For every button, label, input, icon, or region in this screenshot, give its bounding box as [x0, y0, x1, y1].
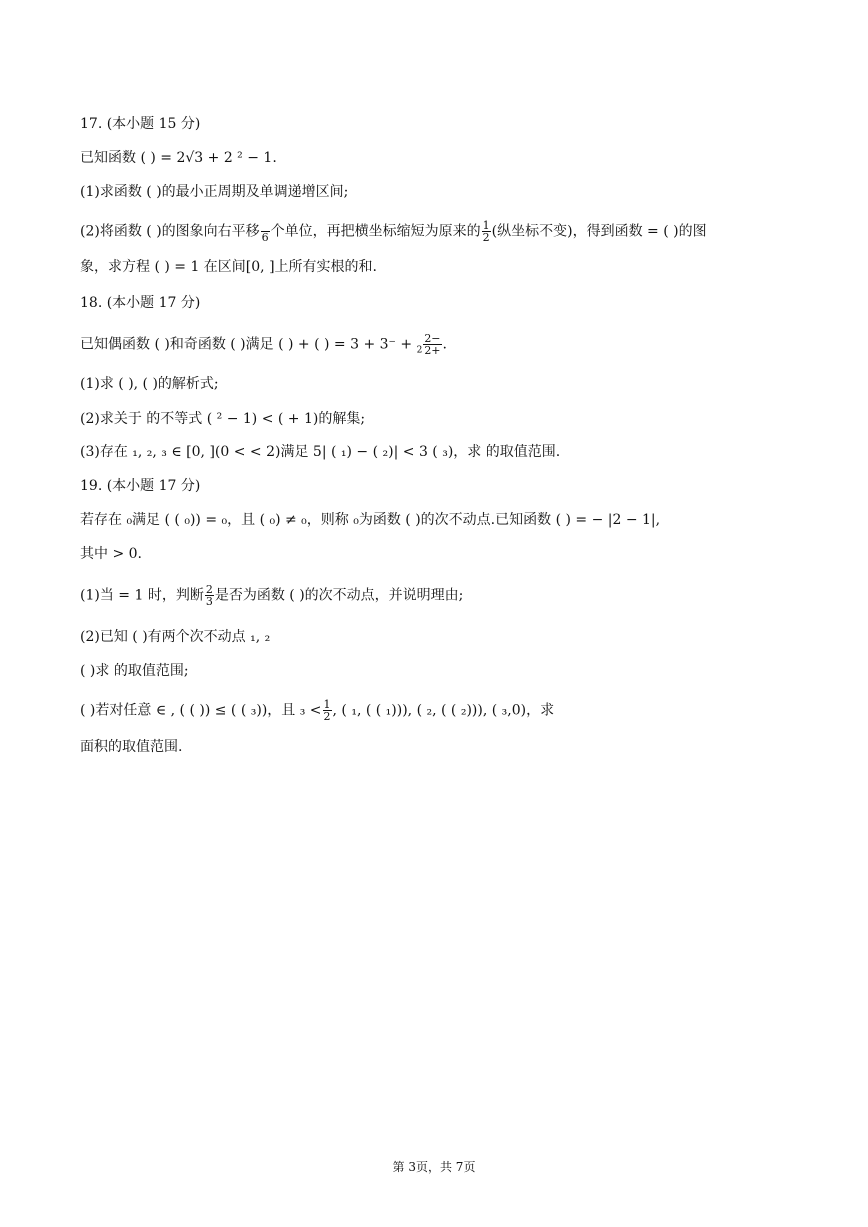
q18-part1: (1)求 ( ), ( )的解析式;	[80, 376, 219, 392]
q17-stem: 已知函数 ( ) = 2√3 + 2 ² − 1.	[80, 150, 277, 166]
q19-part2-ii-cont: 面积的取值范围.	[80, 739, 183, 755]
q18-stem	[80, 333, 447, 361]
q17-header: 17. (本小题 15 分)	[80, 116, 201, 132]
fraction: $\frac{1}{2}$	[482, 219, 490, 244]
q17-part2-cont: 象，求方程 ( ) = 1 在区间[0, ]上所有实根的和.	[80, 259, 377, 275]
fraction: $\frac{1}{2}$	[323, 698, 331, 723]
q19-part1	[80, 584, 463, 607]
q19-part2-ii-text-b: , ( ₁, ( ( ₁))), ( ₂, ( ( ₂))), ( ₃,0)，求	[332, 702, 555, 719]
q18-part3: (3)存在 ₁, ₂, ₃ ∈ [0, ](0 < < 2)满足 5| ( ₁) − ( ₂)| < 3 ( ₃)，求 的取值范围.	[80, 444, 561, 460]
q17-part1: (1)求函数 ( )的最小正周期及单调递增区间;	[80, 184, 349, 200]
q19-header: 19. (本小题 17 分)	[80, 478, 201, 494]
q19-part1-text-b: 是否为函数 ( )的次不动点，并说明理由;	[214, 587, 464, 604]
q19-stem-cont: 其中 > 0.	[80, 546, 142, 562]
q17-part2-text-b: 个单位，再把横坐标缩短为原来的	[270, 223, 481, 240]
q19-part2-i: ( )求 的取值范围;	[80, 663, 189, 679]
subscript: 2	[416, 345, 423, 356]
q19-part2: (2)已知 ( )有两个次不动点 ₁, ₂	[80, 629, 271, 645]
q19-part2-ii	[80, 699, 554, 722]
fraction: $\frac{2}{3}$	[205, 583, 213, 608]
q18-header: 18. (本小题 17 分)	[80, 295, 201, 311]
fraction: $\frac{2-}{2+}$	[424, 332, 441, 357]
page-footer: 第 3页，共 7页	[392, 1160, 476, 1174]
q19-part2-ii-text-a: ( )若对任意 ∈ , ( ( )) ≤ ( ( ₃))，且 ₃ <	[80, 702, 322, 719]
q18-stem-text: 已知偶函数 ( )和奇函数 ( )满足 ( ) + ( ) = 3 + 3⁻ +	[80, 336, 413, 353]
q18-stem-end: .	[442, 336, 447, 353]
q18-part2: (2)求关于 的不等式 ( ² − 1) < ( + 1)的解集;	[80, 411, 366, 427]
q17-part2-text-c: (纵坐标不变)，得到函数 = ( )的图	[491, 223, 707, 240]
fraction: 6	[261, 220, 270, 243]
q19-part1-text-a: (1)当 = 1 时，判断	[80, 587, 204, 604]
q17-part2-text-a: (2)将函数 ( )的图象向右平移	[80, 223, 260, 240]
q19-stem: 若存在 ₀满足 ( ( ₀)) = ₀，且 ( ₀) ≠ ₀，则称 ₀为函数 ( )的次不动点.已知函数 ( ) = − |2 − 1|,	[80, 512, 661, 528]
q17-part2	[80, 220, 707, 243]
